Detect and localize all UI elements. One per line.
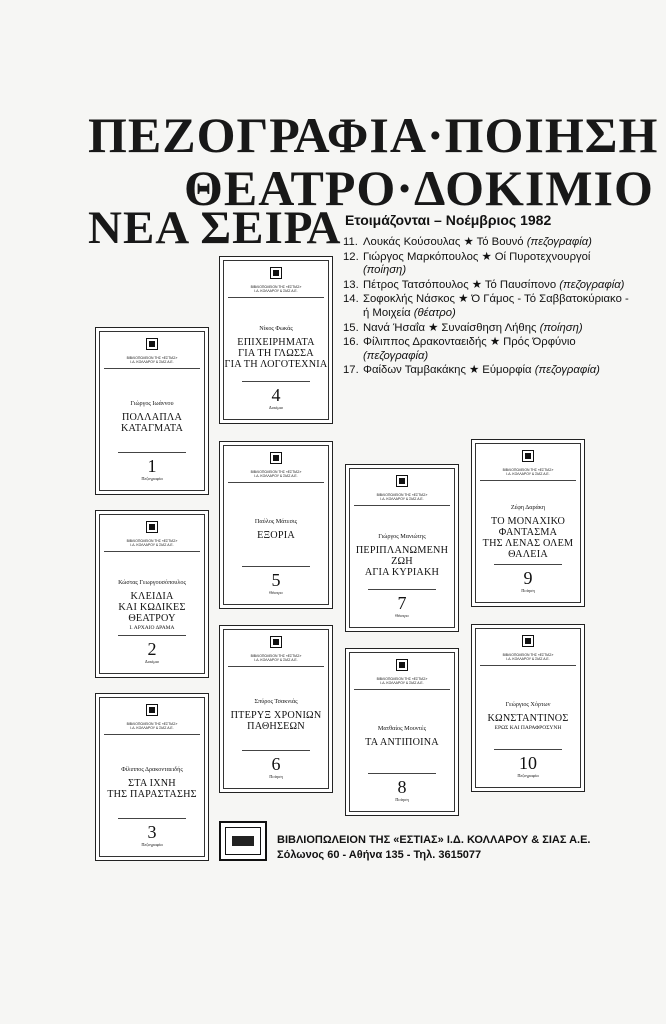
book-cover (471, 439, 585, 607)
estia-logo-icon (219, 821, 267, 861)
book-number: 3 (147, 822, 157, 842)
book-genre: Πεζογραφία (141, 476, 163, 481)
book-genre: Ποίηση (521, 588, 535, 593)
book-genre: Δοκίμιο (268, 405, 284, 410)
divider (228, 482, 324, 483)
estia-logo-icon (146, 521, 158, 533)
book-author: Νίκος Φωκάς (259, 325, 293, 332)
book-author: Γεώργιος Χόρτων (505, 701, 551, 708)
book-number: 5 (271, 570, 281, 590)
estia-logo-icon (146, 338, 158, 350)
estia-logo-icon (522, 450, 534, 462)
list-item: 16. Φίλιππος Δρακονταειδής ★ Πρός Όρφύνιο (πεζογραφία) (343, 336, 576, 362)
book-cover (95, 327, 209, 495)
divider (118, 452, 186, 453)
book-author: Φίλιππος Δρακονταειδής (121, 766, 183, 773)
divider (368, 773, 436, 774)
estia-logo-icon (270, 452, 282, 464)
publisher-address (277, 833, 590, 862)
estia-logo-icon (522, 635, 534, 647)
publisher-imprint: ΒΙΒΛΙΟΠΩΛΕΙΟΝ ΤΗΣ «ΕΣΤΙΑΣ» Ι.Δ. ΚΟΛΛΑΡΟΥ & ΣΙΑΣ Α.Ε. (376, 677, 428, 686)
divider (104, 734, 200, 735)
publisher-imprint: ΒΙΒΛΙΟΠΩΛΕΙΟΝ ΤΗΣ «ΕΣΤΙΑΣ» Ι.Δ. ΚΟΛΛΑΡΟΥ & ΣΙΑΣ Α.Ε. (502, 653, 554, 662)
book-author: Κώστας Γεωργουσόπουλος (118, 579, 186, 586)
book-subtitle: Ι. ΑΡΧΑΙΟ ΔΡΑΜΑ (129, 625, 175, 631)
book-author: Σπύρος Τσακνιάς (254, 698, 298, 705)
publisher-imprint: ΒΙΒΛΙΟΠΩΛΕΙΟΝ ΤΗΣ «ΕΣΤΙΑΣ» Ι.Δ. ΚΟΛΛΑΡΟΥ & ΣΙΑΣ Α.Ε. (250, 285, 302, 294)
book-genre: Ποίηση (395, 797, 409, 802)
book-author: Γιώργος Μανιώτης (378, 533, 426, 540)
book-number: 8 (397, 777, 407, 797)
book-cover (219, 625, 333, 793)
publisher-imprint: ΒΙΒΛΙΟΠΩΛΕΙΟΝ ΤΗΣ «ΕΣΤΙΑΣ» Ι.Δ. ΚΟΛΛΑΡΟΥ & ΣΙΑΣ Α.Ε. (502, 468, 554, 477)
book-cover (471, 624, 585, 792)
estia-logo-icon (396, 659, 408, 671)
divider (242, 566, 310, 567)
estia-logo-icon (270, 267, 282, 279)
book-genre: Ποίηση (269, 774, 283, 779)
book-title: ΠΤΕΡΥΞ ΧΡΟΝΙΩΝ ΠΑΘΗΣΕΩΝ (230, 710, 322, 732)
book-author: Ματθαίος Μουντές (377, 725, 427, 732)
book-title: ΤΟ ΜΟΝΑΧΙΚΟ ΦΑΝΤΑΣΜΑ ΤΗΣ ΛΕΝΑΣ ΟΛΕΜ ΘΑΛΕΙΑ (482, 516, 574, 560)
divider (494, 749, 562, 750)
book-number: 4 (271, 385, 281, 405)
book-subtitle: ΕΡΩΣ ΚΑΙ ΠΑΡΑΦΡΟΣΥΝΗ (494, 725, 562, 731)
estia-logo-icon (270, 636, 282, 648)
book-cover (219, 256, 333, 424)
publisher-imprint: ΒΙΒΛΙΟΠΩΛΕΙΟΝ ΤΗΣ «ΕΣΤΙΑΣ» Ι.Δ. ΚΟΛΛΑΡΟΥ & ΣΙΑΣ Α.Ε. (250, 470, 302, 479)
divider (354, 689, 450, 690)
book-genre: Πεζογραφία (517, 773, 539, 778)
book-genre: Θέατρο (269, 590, 283, 595)
publisher-imprint: ΒΙΒΛΙΟΠΩΛΕΙΟΝ ΤΗΣ «ΕΣΤΙΑΣ» Ι.Δ. ΚΟΛΛΑΡΟΥ & ΣΙΑΣ Α.Ε. (126, 356, 178, 365)
divider (118, 635, 186, 636)
book-title: ΤΑ ΑΝΤΙΠΟΙΝΑ (365, 737, 439, 748)
book-cover (95, 693, 209, 861)
divider (354, 505, 450, 506)
publisher-name: ΒΙΒΛΙΟΠΩΛΕΙΟΝ ΤΗΣ «ΕΣΤΙΑΣ» Ι.Δ. ΚΟΛΛΑΡΟΥ & ΣΙΑΣ Α.Ε. (277, 834, 591, 846)
book-number: 2 (147, 639, 157, 659)
publisher-contact: Σόλωνος 60 - Αθήνα 135 - Τηλ. 3615077 (277, 848, 482, 861)
book-genre: Πεζογραφία (141, 842, 163, 847)
book-number: 10 (519, 753, 537, 773)
publisher-imprint: ΒΙΒΛΙΟΠΩΛΕΙΟΝ ΤΗΣ «ΕΣΤΙΑΣ» Ι.Δ. ΚΟΛΛΑΡΟΥ & ΣΙΑΣ Α.Ε. (250, 654, 302, 663)
headline-line-1: ΠΕΖΟΓΡΑΦΙΑ·ΠΟΙΗΣΗ (88, 107, 659, 163)
divider (368, 589, 436, 590)
upcoming-title: Ετοιμάζονται – Νοέμβριος 1982 (345, 212, 552, 228)
publisher-imprint: ΒΙΒΛΙΟΠΩΛΕΙΟΝ ΤΗΣ «ΕΣΤΙΑΣ» Ι.Δ. ΚΟΛΛΑΡΟΥ & ΣΙΑΣ Α.Ε. (126, 722, 178, 731)
list-item: 12. Γιώργος Μαρκόπουλος ★ Οί Πυροτεχνουργοί (ποίηση) (343, 250, 591, 277)
estia-logo-icon (396, 475, 408, 487)
book-title: ΚΛΕΙΔΙΑ ΚΑΙ ΚΩΔΙΚΕΣ ΘΕΑΤΡΟΥ (118, 591, 186, 624)
book-genre: Δοκίμιο (144, 659, 160, 664)
book-number: 6 (271, 754, 281, 774)
book-title: ΣΤΑ ΙΧΝΗ ΤΗΣ ΠΑΡΑΣΤΑΣΗΣ (107, 778, 197, 800)
book-title: ΕΞΟΡΙΑ (257, 530, 295, 541)
headline-line-2: ΘΕΑΤΡΟ·ΔΟΚΙΜΙΟ (184, 160, 654, 216)
book-cover (219, 441, 333, 609)
estia-logo-icon (146, 704, 158, 716)
book-author: Παύλος Μάτεσις (254, 518, 298, 525)
book-author: Ζέφη Δαράκη (510, 504, 546, 511)
divider (480, 665, 576, 666)
divider (104, 551, 200, 552)
publisher-imprint: ΒΙΒΛΙΟΠΩΛΕΙΟΝ ΤΗΣ «ΕΣΤΙΑΣ» Ι.Δ. ΚΟΛΛΑΡΟΥ & ΣΙΑΣ Α.Ε. (376, 493, 428, 502)
list-item: 11. Λουκάς Κούσουλας ★ Τό Βουνό (πεζογραφία) (343, 236, 592, 248)
book-number: 9 (523, 568, 533, 588)
list-item: 17. Φαίδων Ταμβακάκης ★ Εύμορφία (πεζογραφία) (343, 364, 600, 377)
divider (228, 666, 324, 667)
headline-new-series: ΝΕΑ ΣΕΙΡΑ (88, 202, 342, 254)
upcoming-list (343, 236, 633, 379)
book-cover (345, 464, 459, 632)
list-item: 14. Σοφοκλής Νάσκος ★ Ό Γάμος - Τό Σαββατοκύριακο - ή Μοιχεία (θέατρο) (343, 293, 629, 319)
divider (242, 750, 310, 751)
divider (104, 368, 200, 369)
book-genre: Θέατρο (395, 613, 409, 618)
divider (494, 564, 562, 565)
book-title: ΕΠΙΧΕΙΡΗΜΑΤΑ ΓΙΑ ΤΗ ΓΛΩΣΣΑ ΓΙΑ ΤΗ ΛΟΓΟΤΕΧΝΙΑ (224, 337, 328, 370)
book-title: ΠΟΛΛΑΠΛΑ ΚΑΤΑΓΜΑΤΑ (120, 412, 184, 434)
book-number: 7 (397, 593, 407, 613)
list-item: 15. Νανά Ήσαΐα ★ Συναίσθηση Λήθης (ποίηση) (343, 321, 583, 334)
book-author: Γιώργος Ιωάννου (130, 400, 174, 407)
book-title: ΚΩΝΣΤΑΝΤΙΝΟΣ (487, 713, 569, 724)
divider (480, 480, 576, 481)
divider (228, 297, 324, 298)
book-title: ΠΕΡΙΠΛΑΝΩΜΕΝΗ ΖΩΗ ΑΓΙΑ ΚΥΡΙΑΚΗ (355, 545, 449, 578)
divider (118, 818, 186, 819)
list-item: 13. Πέτρος Τατσόπουλος ★ Τό Παυσίπονο (πεζογραφία) (343, 278, 625, 291)
book-cover (95, 510, 209, 678)
book-cover (345, 648, 459, 816)
divider (242, 381, 310, 382)
publisher-imprint: ΒΙΒΛΙΟΠΩΛΕΙΟΝ ΤΗΣ «ΕΣΤΙΑΣ» Ι.Δ. ΚΟΛΛΑΡΟΥ & ΣΙΑΣ Α.Ε. (126, 539, 178, 548)
book-number: 1 (147, 456, 157, 476)
